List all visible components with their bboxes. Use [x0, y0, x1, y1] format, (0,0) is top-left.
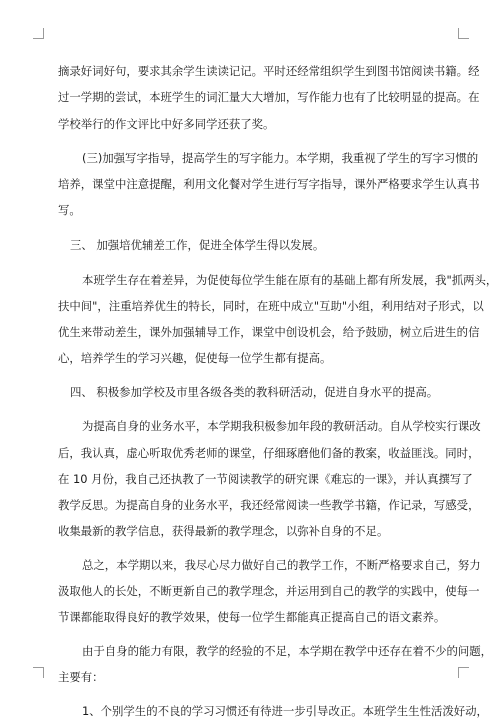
text-line: 由于自身的能力有限，教学的经验的不足，本学期在教学中还存在着不少的问题， [82, 644, 493, 658]
crop-mark-top-left [33, 28, 44, 39]
text-line: 优生来带动差生，课外加强辅导工作，课堂中创设机会，给予鼓励，树立后进生的信 [58, 325, 480, 339]
text-line: 写。 [58, 203, 81, 217]
crop-mark-top-right [458, 28, 469, 39]
text-line: 扶中间"，注重培养优生的特长，同时，在班中成立"互助"小组，利用结对子形式，以 [58, 299, 484, 313]
crop-mark-bottom-right [458, 667, 469, 678]
text-line: 汲取他人的长处，不断更新自己的教学理念，并运用到自己的教学的实践中，使每一 [58, 584, 480, 598]
text-line: 1、个别学生的不良的学习习惯还有待进一步引导改正。本班学生生性活泼好动， [82, 704, 488, 718]
text-line: 培养，课堂中注意提醒，利用文化餐对学生进行写字指导，课外严格要求学生认真书 [58, 177, 480, 191]
text-line: 本班学生存在着差异，为促使每位学生能在原有的基础上都有所发展，我"抓两头， [82, 273, 498, 287]
section-heading: 四、 积极参加学校及市里各级各类的教科研活动，促进自身水平的提高。 [70, 385, 439, 399]
text-line: (三)加强写字指导，提高学生的写字能力。本学期，我重视了学生的写字习惯的 [82, 151, 479, 165]
text-line: 节课都能取得良好的教学效果，使每一位学生都能真正提高自己的语文素养。 [58, 610, 446, 624]
text-line: 过一学期的尝试，本班学生的词汇量大大增加，写作能力也有了比较明显的提高。在 [58, 90, 480, 104]
text-line: 收集最新的教学信息，获得最新的教学理念，以弥补自身的不足。 [58, 524, 389, 538]
text-line: 摘录好词好句，要求其余学生读读记记。平时还经常组织学生到图书馆阅读书籍。经 [58, 64, 480, 78]
section-heading: 三、 加强培优辅差工作，促进全体学生得以发展。 [70, 238, 325, 252]
text-line: 主要有： [58, 670, 104, 684]
text-line: 学校举行的作文评比中好多同学还获了奖。 [58, 117, 275, 131]
text-line: 总之，本学期以来，我尽心尽力做好自己的教学工作，不断严格要求自己，努力 [82, 558, 481, 572]
text-line: 在 10 月份，我自己还执教了一节阅读教学的研究课《难忘的一课》，并认真撰写了 [58, 472, 473, 486]
text-line: 为提高自身的业务水平，本学期我积极参加年段的教研活动。自从学校实行课改 [82, 419, 481, 433]
text-line: 教学反思。为提高自身的业务水平，我还经常阅读一些教学书籍，作记录，写感受， [58, 498, 480, 512]
crop-mark-bottom-left [33, 667, 44, 678]
text-line: 后，我认真，虚心听取优秀老师的课堂，仔细琢磨他们备的教案，收益匪浅。同时， [58, 446, 480, 460]
text-line: 心，培养学生的学习兴趣，促使每一位学生都有提高。 [58, 351, 332, 365]
